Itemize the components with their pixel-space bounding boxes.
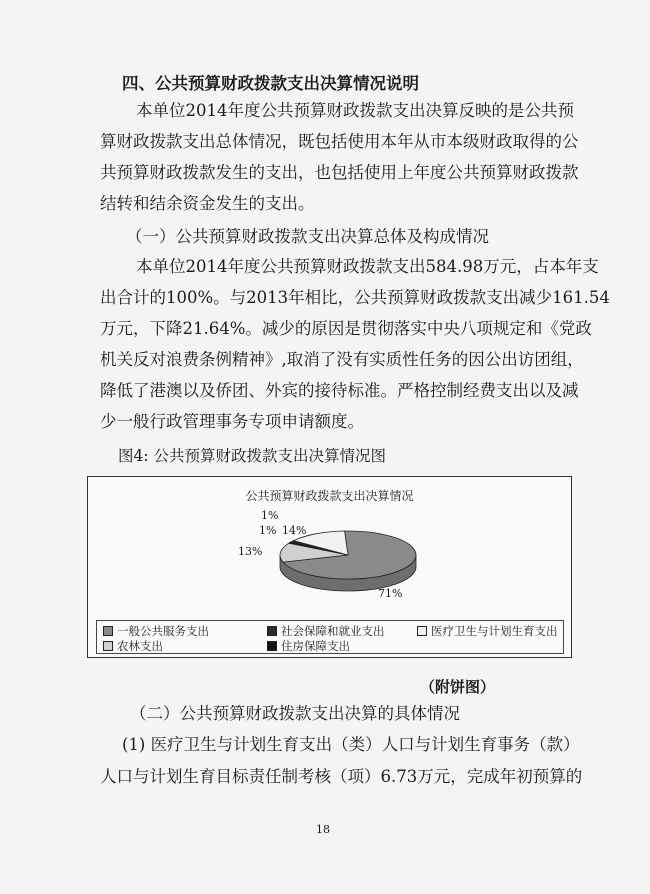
pie-label-social: 1% — [259, 524, 277, 537]
sub1-line-5: 降低了港澳以及侨团、外宾的接待标准。严格控制经费支出以及减 — [100, 381, 579, 400]
section-heading: 四、公共预算财政拨款支出决算情况说明 — [122, 74, 419, 93]
pie-label-medical: 14% — [282, 524, 307, 537]
legend-swatch — [267, 626, 277, 636]
pie-label-general: 71% — [378, 587, 403, 600]
figure-label: 图4: 公共预算财政拨款支出决算情况图 — [118, 447, 387, 465]
pie-label-housing: 1% — [261, 509, 279, 522]
pie-label-agri: 13% — [238, 545, 263, 558]
pie-chart-canvas — [88, 477, 571, 617]
legend-swatch — [267, 641, 277, 651]
sub1-line-6: 少一般行政管理事务专项申请额度。 — [100, 412, 364, 431]
intro-line-1: 本单位2014年度公共预算财政拨款支出决算反映的是公共预 — [136, 101, 574, 120]
figure-caption: （附饼图） — [420, 678, 496, 696]
intro-line-4: 结转和结余资金发生的支出。 — [100, 194, 315, 213]
legend-item-agri: 农林支出 — [103, 638, 163, 654]
sub1-line-4: 机关反对浪费条例精神》,取消了没有实质性任务的因公出访团组， — [100, 350, 584, 369]
legend-item-social: 社会保障和就业支出 — [267, 623, 385, 639]
legend-swatch — [417, 626, 427, 636]
sub2-line-2: 人口与计划生育目标责任制考核（项）6.73万元，完成年初预算的 — [100, 767, 583, 786]
legend-item-general: 一般公共服务支出 — [103, 623, 209, 639]
pie-chart — [87, 476, 572, 658]
legend-swatch — [103, 626, 113, 636]
sub1-line-1: 本单位2014年度公共预算财政拨款支出584.98万元，占本年支 — [136, 257, 599, 276]
sub1-line-2: 出合计的100%。与2013年相比，公共预算财政拨款支出减少161.54 — [100, 288, 610, 307]
sub1-line-3: 万元，下降21.64%。减少的原因是贯彻落实中央八项规定和《党政 — [100, 319, 592, 338]
intro-line-2: 算财政拨款支出总体情况，既包括使用本年从市本级财政取得的公 — [100, 132, 579, 151]
intro-line-3: 共预算财政拨款发生的支出，也包括使用上年度公共预算财政拨款 — [100, 163, 579, 182]
sub2-line-1: (1) 医疗卫生与计划生育支出（类）人口与计划生育事务（款） — [122, 735, 580, 754]
legend-item-housing: 住房保障支出 — [267, 638, 350, 654]
legend-swatch — [103, 641, 113, 651]
chart-legend — [96, 620, 564, 654]
legend-item-medical: 医疗卫生与计划生育支出 — [417, 623, 558, 639]
sub2-heading: （二）公共预算财政拨款支出决算的具体情况 — [130, 704, 460, 723]
sub1-heading: （一）公共预算财政拨款支出决算总体及构成情况 — [126, 227, 489, 246]
page-number: 18 — [316, 823, 330, 836]
chart-title: 公共预算财政拨款支出决算情况 — [245, 489, 414, 503]
